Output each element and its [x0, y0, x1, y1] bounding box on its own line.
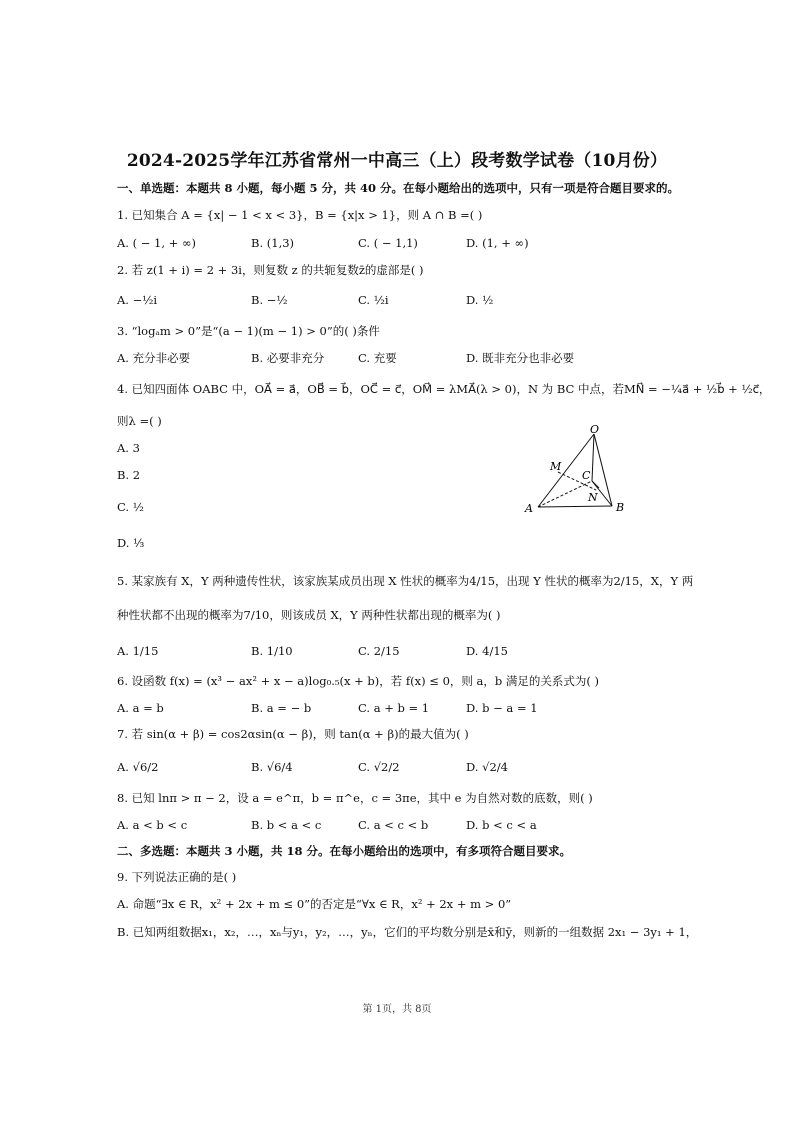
- question-8-stem: 8. 已知 lnπ > π − 2，设 a = e^π，b = π^e，c = 3πe，其中 e 为自然对数的底数，则( ): [117, 791, 593, 805]
- option-b[interactable]: B. b < a < c: [251, 818, 322, 832]
- option-a[interactable]: A. −½i: [117, 293, 158, 307]
- question-8-options: [117, 817, 707, 835]
- question-3-stem: 3. “logₐm > 0”是“(a − 1)(m − 1) > 0”的( )条件: [117, 324, 380, 338]
- label-m: M: [550, 460, 562, 473]
- label-o: O: [590, 424, 600, 436]
- option-b[interactable]: B. √6/4: [251, 760, 293, 774]
- option-b[interactable]: B. (1,3): [251, 236, 295, 250]
- label-a: A: [525, 502, 533, 515]
- option-a[interactable]: A. √6/2: [117, 760, 159, 774]
- option-d[interactable]: D. ⅓: [117, 536, 145, 550]
- edge-ab: [538, 506, 612, 507]
- option-d[interactable]: D. 4/15: [466, 644, 508, 658]
- label-b: B: [616, 501, 625, 514]
- option-c[interactable]: C. 2/15: [358, 644, 400, 658]
- section-single-choice: 一、单选题：本题共 8 小题，每小题 5 分，共 40 分。在每小题给出的选项中，只有一项是符合题目要求的。: [117, 181, 680, 195]
- option-b[interactable]: B. −½: [251, 293, 288, 307]
- option-c[interactable]: C. a < c < b: [358, 818, 429, 832]
- option-a[interactable]: A. a < b < c: [117, 818, 188, 832]
- page-footer: 第 1页，共 8页: [362, 1004, 432, 1015]
- option-b[interactable]: B. 已知两组数据x₁，x₂，…，xₙ与y₁，y₂，…，yₙ，它们的平均数分别是x̄和ȳ，则新的一组数据 2x₁ − 3y₁ + 1，: [117, 925, 698, 939]
- option-d[interactable]: D. √2/4: [466, 760, 508, 774]
- option-b[interactable]: B. 2: [117, 468, 141, 482]
- option-c[interactable]: C. ½i: [358, 293, 389, 307]
- option-b[interactable]: B. a = − b: [251, 701, 312, 715]
- question-2-options: [117, 292, 707, 310]
- option-d[interactable]: D. b < c < a: [466, 818, 537, 832]
- question-7-options: [117, 759, 707, 777]
- option-c[interactable]: C. ½: [117, 500, 144, 514]
- question-6-stem: 6. 设函数 f(x) = (x³ − ax² + x − a)log₀.₅(x + b)，若 f(x) ≤ 0，则 a，b 满足的关系式为( ): [117, 674, 600, 688]
- question-5-options: [117, 643, 707, 661]
- option-d[interactable]: D. (1, + ∞): [466, 236, 529, 250]
- option-c[interactable]: C. 充要: [358, 351, 397, 365]
- question-1-stem: 1. 已知集合 A = {x| − 1 < x < 3}，B = {x|x > 1}，则 A ∩ B =( ): [117, 208, 483, 222]
- option-a[interactable]: A. a = b: [117, 701, 164, 715]
- option-d[interactable]: D. b − a = 1: [466, 701, 538, 715]
- option-d[interactable]: D. ½: [466, 293, 494, 307]
- label-n: N: [588, 491, 598, 504]
- option-a[interactable]: A. 1/15: [117, 644, 159, 658]
- option-a[interactable]: A. 3: [117, 441, 140, 455]
- option-d[interactable]: D. 既非充分也非必要: [466, 351, 575, 365]
- label-c: C: [582, 469, 591, 482]
- question-2-stem: 2. 若 z(1 + i) = 2 + 3i，则复数 z 的共轭复数z̄的虚部是( ): [117, 263, 424, 277]
- question-5-stem: 5. 某家族有 X，Y 两种遗传性状，该家族某成员出现 X 性状的概率为4/15，出现 Y 性状的概率为2/15，X，Y 两: [117, 574, 694, 588]
- option-a[interactable]: A. ( − 1, + ∞): [117, 236, 197, 250]
- option-c[interactable]: C. √2/2: [358, 760, 400, 774]
- edge-ac: [538, 481, 592, 507]
- question-4-stem: 4. 已知四面体 OABC 中，OA⃗ = a⃗，OB⃗ = b⃗，OC⃗ = c⃗，OM⃗ = λMA⃗(λ > 0)，N 为 BC 中点，若MN⃗ = −¼a⃗ + ½b⃗ + ½c⃗，: [117, 382, 771, 396]
- section-multi-choice: 二、多选题：本题共 3 小题，共 18 分。在每小题给出的选项中，有多项符合题目要求。: [117, 844, 572, 858]
- exam-title: 2024-2025学年江苏省常州一中高三（上）段考数学试卷（10月份）: [126, 151, 668, 171]
- question-6-options: [117, 700, 707, 718]
- tetrahedron-figure: [520, 424, 630, 519]
- option-b[interactable]: B. 1/10: [251, 644, 293, 658]
- question-4-stem-cont: 则λ =( ): [117, 414, 162, 428]
- option-b[interactable]: B. 必要非充分: [251, 351, 325, 365]
- option-c[interactable]: C. a + b = 1: [358, 701, 430, 715]
- question-1-options: [117, 235, 707, 253]
- question-9-stem: 9. 下列说法正确的是( ): [117, 870, 237, 884]
- option-c[interactable]: C. ( − 1,1): [358, 236, 418, 250]
- edge-oc: [592, 434, 594, 481]
- question-3-options: [117, 350, 707, 368]
- arrow-nc: [592, 481, 599, 488]
- question-5-stem-cont: 种性状都不出现的概率为7/10，则该成员 X，Y 两种性状都出现的概率为( ): [117, 608, 501, 622]
- question-7-stem: 7. 若 sin(α + β) = cos2αsin(α − β)，则 tan(α + β)的最大值为( ): [117, 727, 469, 741]
- option-a[interactable]: A. 命题“∃x ∈ R，x² + 2x + m ≤ 0”的否定是“∀x ∈ R，x² + 2x + m > 0”: [117, 897, 512, 911]
- option-a[interactable]: A. 充分非必要: [117, 351, 191, 365]
